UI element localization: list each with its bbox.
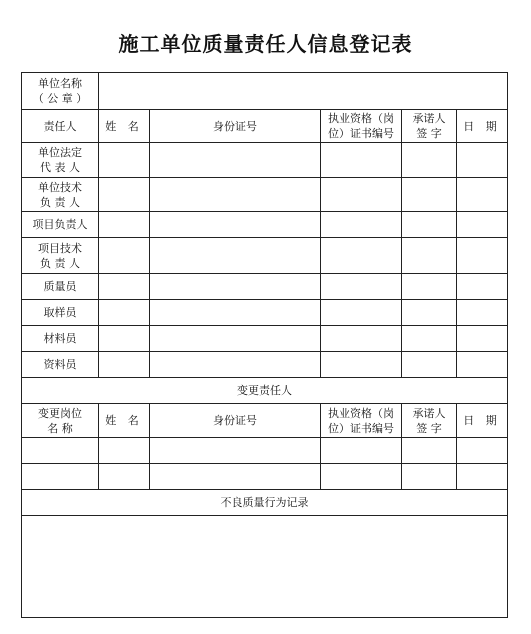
date-cell[interactable] bbox=[457, 438, 508, 464]
header-row bbox=[22, 110, 508, 143]
certificate-cell[interactable] bbox=[321, 178, 402, 212]
table-row bbox=[22, 143, 508, 178]
date-cell[interactable] bbox=[457, 274, 508, 300]
id-number-cell[interactable] bbox=[150, 438, 321, 464]
id-number-cell[interactable] bbox=[150, 300, 321, 326]
change-header-name: 姓 名 bbox=[99, 404, 150, 438]
header-name: 姓 名 bbox=[99, 110, 150, 143]
role-label-line2: 负 责 人 bbox=[40, 256, 80, 270]
table-row bbox=[22, 300, 508, 326]
certificate-cell[interactable] bbox=[321, 326, 402, 352]
certificate-cell[interactable] bbox=[321, 274, 402, 300]
certificate-cell[interactable] bbox=[321, 300, 402, 326]
registration-table bbox=[21, 72, 508, 618]
post-cell[interactable] bbox=[22, 438, 99, 464]
date-cell[interactable] bbox=[457, 326, 508, 352]
post-cell[interactable] bbox=[22, 464, 99, 490]
date-cell[interactable] bbox=[457, 352, 508, 378]
unit-name-label bbox=[22, 73, 99, 110]
role-label-line1: 单位法定 bbox=[38, 146, 82, 159]
role-label-line1: 项目技术 bbox=[38, 241, 82, 255]
name-cell[interactable] bbox=[99, 274, 150, 300]
name-cell[interactable] bbox=[99, 352, 150, 378]
table-row bbox=[22, 352, 508, 378]
date-cell[interactable] bbox=[457, 143, 508, 178]
role-label-sampler: 取样员 bbox=[22, 300, 99, 326]
role-label-technical-director bbox=[22, 178, 99, 212]
id-number-cell[interactable] bbox=[150, 274, 321, 300]
id-number-cell[interactable] bbox=[150, 326, 321, 352]
header-certificate-line1: 执业资格（岗 bbox=[328, 112, 394, 125]
change-header-post-line1: 变更岗位 bbox=[38, 406, 82, 420]
change-row bbox=[22, 464, 508, 490]
change-header-id-number: 身份证号 bbox=[150, 404, 321, 438]
name-cell[interactable] bbox=[99, 212, 150, 238]
role-label-line1: 单位技术 bbox=[38, 180, 82, 194]
unit-name-row bbox=[22, 73, 508, 110]
bad-record-title: 不良质量行为记录 bbox=[22, 490, 508, 516]
header-promise-signature bbox=[402, 110, 457, 143]
date-cell[interactable] bbox=[457, 178, 508, 212]
signature-cell[interactable] bbox=[402, 238, 457, 274]
change-row bbox=[22, 438, 508, 464]
role-label-quality-officer: 质量员 bbox=[22, 274, 99, 300]
role-label-legal-representative bbox=[22, 143, 99, 178]
header-promise-line1: 承诺人 bbox=[412, 112, 446, 125]
change-header-promise-line1: 承诺人 bbox=[412, 406, 446, 420]
unit-name-label-line1: 单位名称 bbox=[38, 77, 82, 90]
name-cell[interactable] bbox=[99, 143, 150, 178]
certificate-cell[interactable] bbox=[321, 464, 402, 490]
change-header-promise-signature bbox=[402, 404, 457, 438]
id-number-cell[interactable] bbox=[150, 238, 321, 274]
unit-name-input-cell[interactable] bbox=[99, 73, 508, 110]
change-header-row bbox=[22, 404, 508, 438]
name-cell[interactable] bbox=[99, 238, 150, 274]
change-section-title-row bbox=[22, 378, 508, 404]
change-header-certificate-line1: 执业资格（岗 bbox=[328, 406, 394, 420]
name-cell[interactable] bbox=[99, 300, 150, 326]
date-cell[interactable] bbox=[457, 238, 508, 274]
name-cell[interactable] bbox=[99, 438, 150, 464]
table-row bbox=[22, 178, 508, 212]
certificate-cell[interactable] bbox=[321, 238, 402, 274]
name-cell[interactable] bbox=[99, 326, 150, 352]
name-cell[interactable] bbox=[99, 464, 150, 490]
id-number-cell[interactable] bbox=[150, 178, 321, 212]
header-id-number: 身份证号 bbox=[150, 110, 321, 143]
certificate-cell[interactable] bbox=[321, 438, 402, 464]
header-role: 责任人 bbox=[22, 110, 99, 143]
name-cell[interactable] bbox=[99, 178, 150, 212]
bad-record-input-area[interactable] bbox=[22, 516, 508, 618]
role-label-project-manager: 项目负责人 bbox=[22, 212, 99, 238]
role-label-line2: 代 表 人 bbox=[40, 161, 80, 174]
certificate-cell[interactable] bbox=[321, 143, 402, 178]
change-section-title: 变更责任人 bbox=[22, 378, 508, 404]
signature-cell[interactable] bbox=[402, 274, 457, 300]
table-row bbox=[22, 212, 508, 238]
id-number-cell[interactable] bbox=[150, 143, 321, 178]
header-promise-line2: 签 字 bbox=[416, 127, 442, 140]
header-date: 日 期 bbox=[457, 110, 508, 143]
unit-name-label-line2: （ 公 章 ） bbox=[32, 92, 88, 105]
form-title: 施工单位质量责任人信息登记表 bbox=[118, 32, 413, 56]
date-cell[interactable] bbox=[457, 464, 508, 490]
date-cell[interactable] bbox=[457, 212, 508, 238]
id-number-cell[interactable] bbox=[150, 352, 321, 378]
signature-cell[interactable] bbox=[402, 178, 457, 212]
bad-record-row bbox=[22, 516, 508, 618]
signature-cell[interactable] bbox=[402, 143, 457, 178]
signature-cell[interactable] bbox=[402, 326, 457, 352]
signature-cell[interactable] bbox=[402, 212, 457, 238]
change-header-post bbox=[22, 404, 99, 438]
change-header-date: 日 期 bbox=[457, 404, 508, 438]
header-certificate-line2: 位）证书编号 bbox=[328, 127, 394, 140]
role-label-line2: 负 责 人 bbox=[40, 195, 80, 209]
date-cell[interactable] bbox=[457, 300, 508, 326]
table-row bbox=[22, 274, 508, 300]
certificate-cell[interactable] bbox=[321, 352, 402, 378]
role-label-material-officer: 材料员 bbox=[22, 326, 99, 352]
signature-cell[interactable] bbox=[402, 464, 457, 490]
change-header-post-line2: 名 称 bbox=[47, 421, 73, 435]
signature-cell[interactable] bbox=[402, 300, 457, 326]
id-number-cell[interactable] bbox=[150, 212, 321, 238]
role-label-documentation-officer: 资料员 bbox=[22, 352, 99, 378]
role-label-project-technical-director bbox=[22, 238, 99, 274]
signature-cell[interactable] bbox=[402, 352, 457, 378]
change-header-certificate bbox=[321, 404, 402, 438]
id-number-cell[interactable] bbox=[150, 464, 321, 490]
change-header-certificate-line2: 位）证书编号 bbox=[328, 421, 394, 435]
signature-cell[interactable] bbox=[402, 438, 457, 464]
table-row bbox=[22, 326, 508, 352]
header-certificate bbox=[321, 110, 402, 143]
table-row bbox=[22, 238, 508, 274]
certificate-cell[interactable] bbox=[321, 212, 402, 238]
bad-record-title-row bbox=[22, 490, 508, 516]
change-header-promise-line2: 签 字 bbox=[416, 421, 442, 435]
